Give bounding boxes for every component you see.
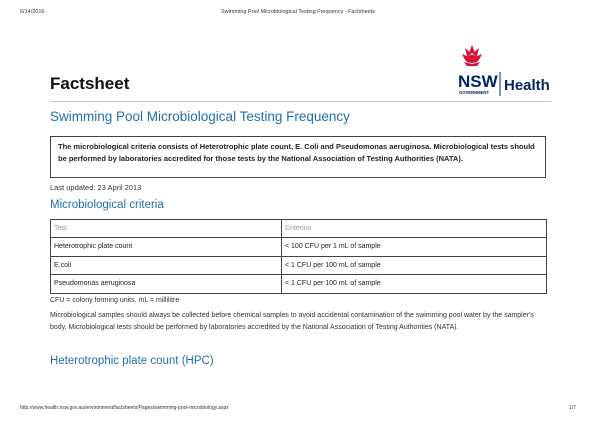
hpc-heading: Heterotrophic plate count (HPC) xyxy=(50,355,214,367)
criteria-heading: Microbiological criteria xyxy=(50,199,164,211)
table-row xyxy=(51,256,547,275)
nsw-health-logo[interactable] xyxy=(458,42,554,98)
header-divider xyxy=(50,101,551,102)
print-date: 6/14/2016 xyxy=(20,9,45,15)
test-name-cell: Heterotrophic plate count xyxy=(51,238,282,257)
table-header-row xyxy=(51,220,547,238)
summary-box: The microbiological criteria consists of Heterotrophic plate count, E. Coli and Pseudomonas aeruginosa. Microbiological tests should be performed by laboratories accredited for those tests by the National Association of Testing Authorities (NATA). xyxy=(50,136,546,178)
print-header xyxy=(20,9,576,19)
government-wordmark: GOVERNMENT xyxy=(459,90,490,95)
waratah-icon xyxy=(462,45,482,66)
table-row xyxy=(51,275,547,294)
factsheet-label: Factsheet xyxy=(50,74,130,93)
test-name-cell: E.coli xyxy=(51,256,282,275)
nsw-wordmark: NSW xyxy=(458,72,498,91)
criteria-table xyxy=(50,219,547,294)
print-page-title: Swimming Pool Microbiological Testing Frequency - Factsheets xyxy=(221,9,375,15)
last-updated: Last updated: 23 April 2013 xyxy=(50,183,142,192)
table-row xyxy=(51,238,547,257)
sampling-paragraph: Microbiological samples should always be collected before chemical samples to avoid accidental contamination of the swimming pool water by the sampler's body. Microbiological tests should be performed by laboratories accredited by the National Association of Testing Authorities (NATA). xyxy=(50,312,534,331)
page-title: Swimming Pool Microbiological Testing Frequency xyxy=(50,109,350,124)
header-criterion: Criterion xyxy=(282,220,547,238)
criterion-cell: < 100 CFU per 1 mL of sample xyxy=(282,238,547,257)
units-note: CFU = colony forming units. mL = millilitre xyxy=(50,297,180,304)
header-test: Test xyxy=(51,220,282,238)
page-url-link[interactable]: http://www.health.nsw.gov.au/environment/factsheets/Pages/swimming-pool-microbiology.aspx xyxy=(20,405,229,411)
criterion-cell: < 1 CFU per 100 mL of sample xyxy=(282,275,547,294)
health-wordmark: Health xyxy=(504,77,550,94)
criterion-cell: < 1 CFU per 100 mL of sample xyxy=(282,256,547,275)
print-footer xyxy=(20,405,576,415)
page-number: 1/7 xyxy=(569,405,576,411)
test-name-cell: Pseudomonas aeruginosa xyxy=(51,275,282,294)
